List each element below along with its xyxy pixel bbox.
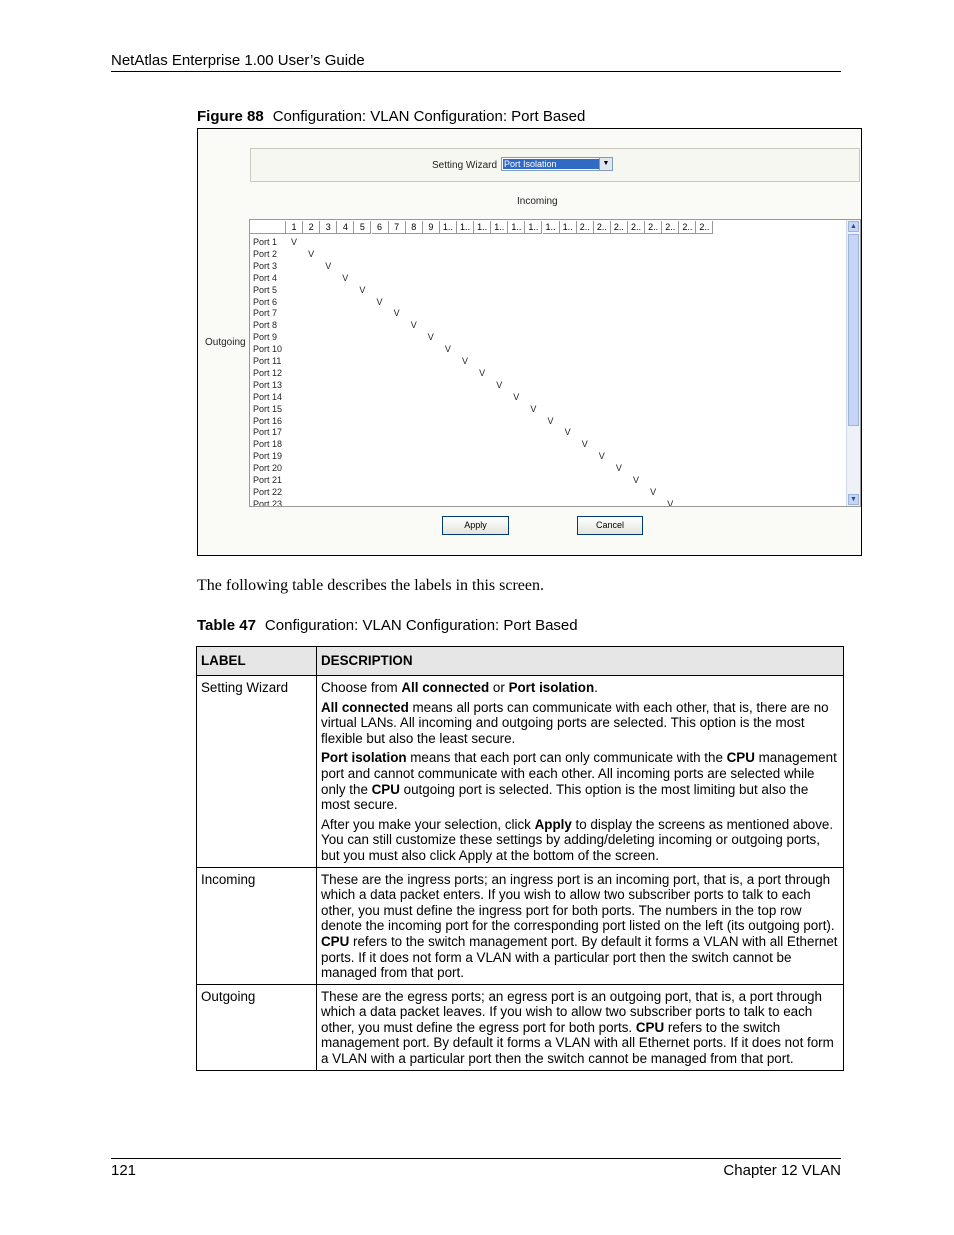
port-row-label: Port 12 — [253, 367, 283, 378]
port-selected-mark[interactable]: V — [427, 332, 434, 343]
port-selected-mark[interactable]: V — [530, 403, 537, 414]
port-row-label: Port 3 — [253, 260, 278, 271]
row-description-cell — [317, 984, 844, 1070]
scroll-thumb[interactable] — [848, 234, 859, 426]
page-header-title: NetAtlas Enterprise 1.00 User’s Guide — [111, 52, 365, 69]
column-header[interactable]: 2.. — [594, 221, 611, 234]
description-text: management port and cannot communicate with each other. All incoming ports are selected while only the — [321, 750, 837, 797]
table-caption-text: Configuration: VLAN Configuration: Port Based — [264, 617, 578, 634]
description-text: refers to the switch management port. By default it forms a VLAN with all Ethernet ports. If it does not form a VLAN with a particular port then the switch cannot be managed from that port. — [321, 1019, 834, 1067]
column-header[interactable]: 1.. — [457, 221, 474, 234]
column-header[interactable]: 1.. — [543, 221, 560, 234]
bold-term: CPU — [726, 750, 755, 766]
column-header[interactable]: 4 — [337, 221, 354, 234]
bold-term: All connected — [321, 699, 409, 715]
port-selected-mark[interactable]: V — [393, 308, 400, 319]
setting-wizard-select[interactable] — [501, 157, 613, 171]
port-row-label: Port 17 — [253, 427, 283, 438]
bold-term: Port isolation — [321, 750, 407, 766]
port-selected-mark[interactable]: V — [667, 498, 674, 507]
label-column-header: LABEL — [197, 647, 317, 676]
figure-caption-label: Figure 88 — [197, 108, 264, 125]
port-selected-mark[interactable]: V — [650, 486, 657, 497]
column-header[interactable]: 6 — [372, 221, 389, 234]
port-selected-mark[interactable]: V — [479, 367, 486, 378]
port-selected-mark[interactable]: V — [513, 391, 520, 402]
column-header[interactable]: 2.. — [679, 221, 696, 234]
table-header-row — [197, 647, 844, 676]
port-row-label: Port 5 — [253, 284, 278, 295]
table-caption — [197, 617, 578, 634]
bold-term: CPU — [371, 781, 400, 797]
port-row-label: Port 14 — [253, 391, 283, 402]
figure-caption — [197, 108, 585, 125]
column-header[interactable]: 2.. — [662, 221, 679, 234]
port-row-label: Port 2 — [253, 248, 278, 259]
description-text: means all ports can communicate with each other, that is, there are no virtual LANs. All incoming and outgoing ports are selected. This option is the most flexible but also the least secure. — [321, 699, 829, 746]
port-selected-mark[interactable]: V — [291, 237, 298, 247]
column-header[interactable]: 5 — [354, 221, 371, 234]
page-number: 121 — [111, 1162, 137, 1179]
description-paragraph — [321, 817, 839, 864]
bold-term: CPU — [635, 1019, 665, 1035]
port-selected-mark[interactable]: V — [410, 320, 417, 331]
column-header[interactable]: 2.. — [611, 221, 628, 234]
port-selected-mark[interactable]: V — [444, 344, 451, 355]
description-paragraph — [321, 700, 839, 747]
scroll-down-icon[interactable]: ▼ — [848, 494, 859, 505]
column-header[interactable]: 2.. — [696, 221, 713, 234]
bold-term: CPU — [321, 933, 350, 949]
column-header[interactable]: 1.. — [474, 221, 491, 234]
port-row-label: Port 13 — [253, 379, 283, 390]
port-row-label: Port 1 — [253, 237, 278, 247]
chapter-title: Chapter 12 VLAN — [723, 1162, 841, 1179]
setting-wizard-panel — [250, 148, 860, 182]
bold-term: Port isolation — [508, 680, 595, 695]
description-paragraph — [321, 750, 839, 812]
port-row-label: Port 22 — [253, 486, 283, 497]
column-header[interactable]: 1.. — [508, 221, 525, 234]
column-header[interactable]: 2.. — [577, 221, 594, 234]
port-selected-mark[interactable]: V — [598, 451, 605, 462]
column-header[interactable]: 7 — [389, 221, 406, 234]
description-text: These are the ingress ports; an ingress port is an incoming port, that is, a port through which a data packet enters. If you wish to allow two subscriber ports to talk to each other, you must define the ingress port for both ports. The numbers in the top row denote the incoming port for the corresponding port listed on the left (its outgoing port). — [321, 871, 835, 934]
vlan-config-screenshot — [197, 128, 862, 556]
incoming-label: Incoming — [517, 196, 558, 207]
description-paragraph — [321, 989, 839, 1067]
header-rule — [111, 71, 841, 72]
port-selected-mark[interactable]: V — [376, 296, 383, 307]
port-row-label: Port 19 — [253, 451, 283, 462]
description-paragraph — [321, 872, 839, 981]
port-selected-mark[interactable]: V — [633, 475, 640, 485]
figure-caption-text: Configuration: VLAN Configuration: Port Based — [272, 108, 586, 125]
port-selected-mark[interactable]: V — [496, 379, 503, 390]
apply-button[interactable]: Apply — [442, 516, 509, 535]
column-header[interactable]: 2.. — [628, 221, 645, 234]
port-row-label: Port 10 — [253, 344, 283, 355]
port-row-label: Port 9 — [253, 332, 278, 343]
setting-wizard-label: Setting Wizard — [432, 160, 498, 171]
table-caption-label: Table 47 — [197, 617, 256, 634]
description-text: refers to the switch management port. By default it forms a VLAN with all Ethernet ports. If it does not form a VLAN with a particular port then the switch cannot be managed from that port. — [321, 933, 838, 981]
column-header[interactable]: 8 — [406, 221, 423, 234]
row-label-cell: Outgoing — [197, 984, 317, 1070]
outgoing-label: Outgoing — [205, 337, 246, 348]
port-selected-mark[interactable]: V — [308, 248, 315, 259]
description-text: These are the egress ports; an egress port is an outgoing port, that is, a port through which a data packet leaves. If you wish to allow two subscriber ports to talk to each other, you must define the egress port for both ports. — [321, 988, 822, 1035]
column-header[interactable]: 2 — [303, 221, 320, 234]
description-text: to display the screens as mentioned above. You can still customize these settings by adding/deleting incoming or outgoing ports, but you must also click Apply at the bottom of the screen. — [321, 816, 834, 863]
footer-rule — [111, 1158, 841, 1159]
description-text: . — [594, 680, 598, 695]
table-body — [197, 676, 844, 1071]
port-selected-mark[interactable]: V — [325, 260, 332, 271]
column-header[interactable]: 1.. — [491, 221, 508, 234]
column-header[interactable]: 2.. — [645, 221, 662, 234]
port-selected-mark[interactable]: V — [564, 427, 571, 438]
table-row — [197, 676, 844, 868]
port-selected-mark[interactable]: V — [359, 284, 366, 295]
description-column-header: DESCRIPTION — [317, 647, 844, 676]
description-text: means that each port can only communicate with the — [406, 750, 727, 766]
port-row-label: Port 7 — [253, 308, 278, 319]
port-selected-mark[interactable]: V — [581, 439, 588, 450]
port-selected-mark[interactable]: V — [547, 415, 554, 426]
intro-paragraph: The following table describes the labels in this screen. — [197, 577, 545, 594]
port-row-label: Port 8 — [253, 320, 278, 331]
column-header[interactable]: 1 — [286, 221, 303, 234]
vertical-scrollbar[interactable] — [846, 220, 860, 506]
port-row-label: Port 21 — [253, 475, 283, 485]
port-row-label: Port 23 — [253, 498, 283, 507]
port-row-label: Port 4 — [253, 272, 278, 283]
description-text: After you make your selection, click — [321, 816, 535, 832]
port-selected-mark[interactable]: V — [615, 463, 622, 474]
column-header[interactable]: 1.. — [525, 221, 542, 234]
port-row-label: Port 20 — [253, 463, 283, 474]
port-row-label: Port 18 — [253, 439, 283, 450]
column-header[interactable]: 1.. — [440, 221, 457, 234]
row-description-cell — [317, 867, 844, 984]
port-selected-mark[interactable]: V — [342, 272, 349, 283]
scroll-up-icon[interactable]: ▲ — [848, 221, 859, 232]
row-description-cell — [317, 676, 844, 868]
label-description-table — [196, 646, 844, 1071]
port-row-label: Port 15 — [253, 403, 283, 414]
bold-term: All connected — [401, 680, 490, 695]
column-header-corner — [250, 221, 286, 234]
column-header[interactable]: 1.. — [560, 221, 577, 234]
column-header[interactable]: 9 — [423, 221, 440, 234]
description-paragraph — [321, 680, 839, 696]
port-row-label: Port 6 — [253, 296, 278, 307]
cancel-button[interactable]: Cancel — [577, 516, 643, 535]
dropdown-arrow-icon[interactable]: ▼ — [599, 158, 612, 170]
description-text: or — [489, 680, 509, 695]
column-header[interactable]: 3 — [320, 221, 337, 234]
port-row-label: Port 16 — [253, 415, 283, 426]
row-label-cell: Incoming — [197, 867, 317, 984]
port-matrix — [249, 219, 861, 507]
row-label-cell: Setting Wizard — [197, 676, 317, 868]
description-text: outgoing port is selected. This option is the most limiting but also the most secure. — [321, 781, 809, 813]
table-row — [197, 867, 844, 984]
description-text: Choose from — [321, 680, 402, 695]
table-row — [197, 984, 844, 1070]
bold-term: Apply — [534, 816, 572, 832]
setting-wizard-value: Port Isolation — [503, 159, 600, 169]
port-row-label: Port 11 — [253, 356, 282, 366]
port-selected-mark[interactable]: V — [462, 356, 469, 366]
